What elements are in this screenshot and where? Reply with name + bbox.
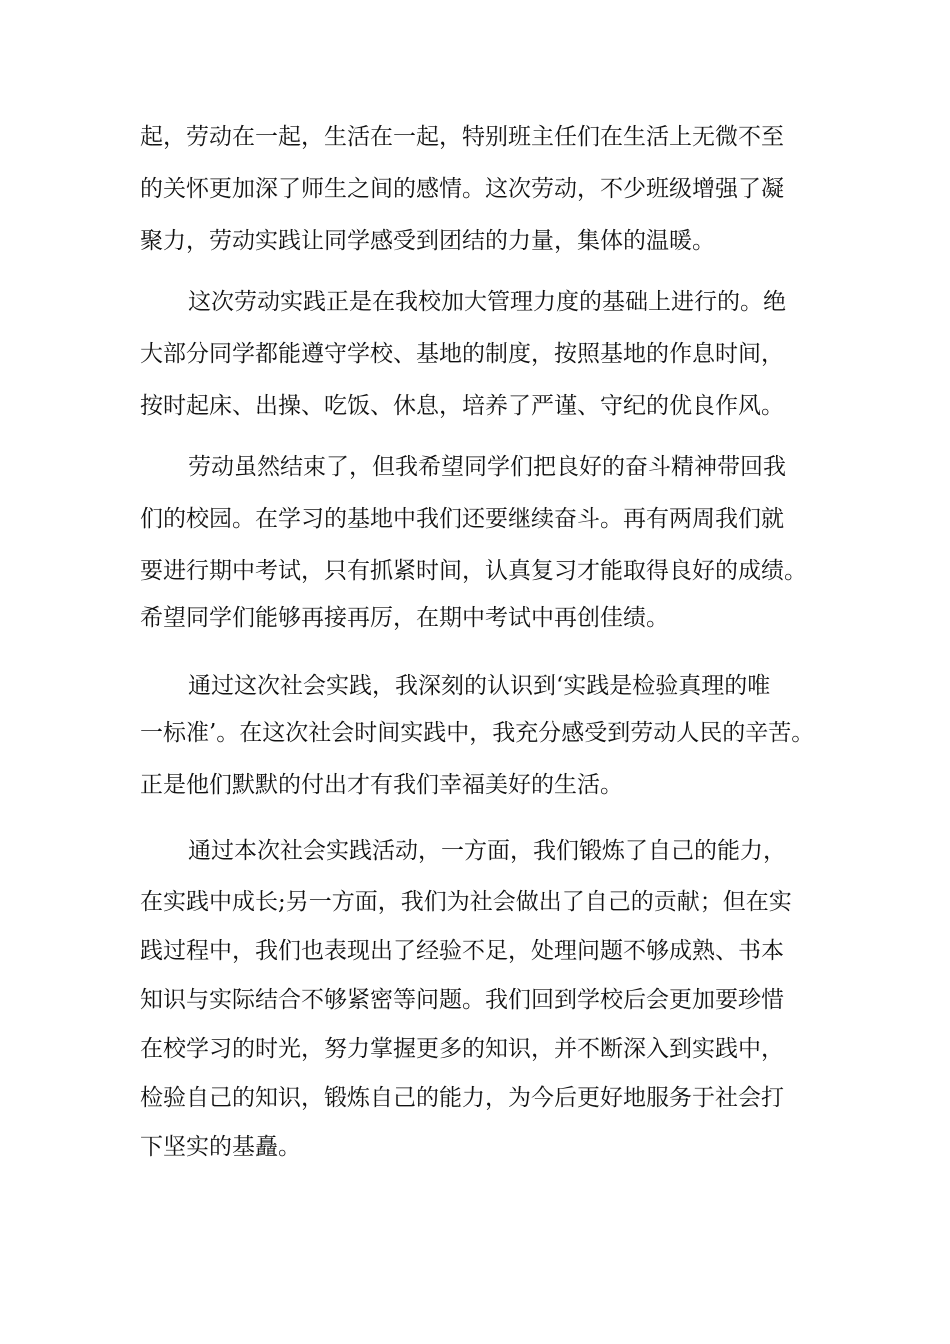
text-line: 在实践中成长;另一方面，我们为社会做出了自己的贡献；但在实 [140,889,792,915]
text-line: 希望同学们能够再接再厉，在期中考试中再创佳绩。 [140,605,669,631]
text-line: 的关怀更加深了师生之间的感情。这次劳动，不少班级增强了凝 [140,176,784,202]
text-line: 按时起床、出操、吃饭、休息，培养了严谨、守纪的优良作风。 [140,393,784,419]
text-line: 在校学习的时光，努力掌握更多的知识，并不断深入到实践中， [140,1036,784,1062]
text-line: 通过这次社会实践，我深刻的认识到‘实践是检验真理的唯 [188,673,771,699]
text-line: 践过程中，我们也表现出了经验不足，处理问题不够成熟、书本 [140,938,784,964]
text-line: 正是他们默默的付出才有我们幸福美好的生活。 [140,772,623,798]
text-line: 下坚实的基矗。 [140,1134,301,1160]
text-line: 这次劳动实践正是在我校加大管理力度的基础上进行的。绝 [188,289,786,315]
text-line: 知识与实际结合不够紧密等问题。我们回到学校后会更加要珍惜 [140,987,784,1013]
text-line: 通过本次社会实践活动，一方面，我们锻炼了自己的能力， [188,838,786,864]
text-line: 劳动虽然结束了，但我希望同学们把良好的奋斗精神带回我 [188,454,786,480]
text-line: 大部分同学都能遵守学校、基地的制度，按照基地的作息时间， [140,341,784,367]
text-line: 起，劳动在一起，生活在一起，特别班主任们在生活上无微不至 [140,124,784,150]
text-line: 一标准’。在这次社会时间实践中，我充分感受到劳动人民的辛苦。 [140,720,815,746]
text-line: 聚力，劳动实践让同学感受到团结的力量，集体的温暖。 [140,228,715,254]
text-line: 检验自己的知识，锻炼自己的能力，为今后更好地服务于社会打 [140,1085,784,1111]
text-line: 要进行期中考试，只有抓紧时间，认真复习才能取得良好的成绩。 [140,558,807,584]
text-line: 们的校园。在学习的基地中我们还要继续奋斗。再有两周我们就 [140,506,784,532]
